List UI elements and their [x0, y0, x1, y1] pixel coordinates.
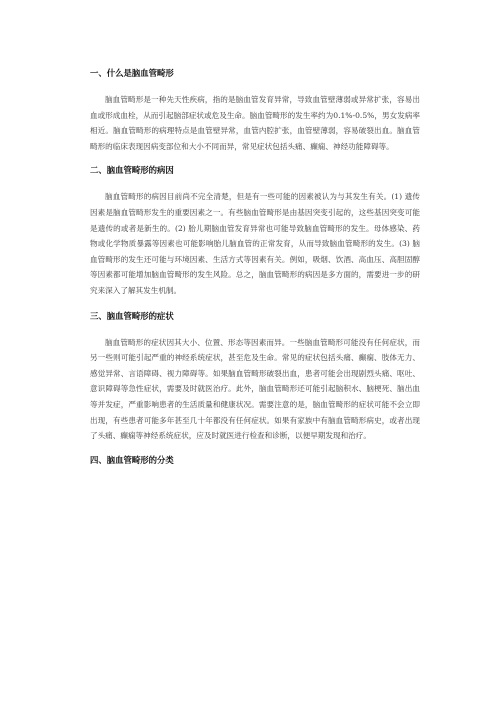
section-body-symptoms: 脑血管畸形的症状因其大小、位置、形态等因素而异。一些脑血管畸形可能没有任何症状，而另一些则可能引起严重的神经系统症状，甚至危及生命。常见的症状包括头痛、癫痫、肢体无力、感觉异常、言语障碍、视力障碍等。如果脑血管畸形破裂出血，患者可能会出现剧烈头痛、呕吐、意识障碍等急性症状，需要及时就医治疗。此外，脑血管畸形还可能引起脑积水、脑梗死、脑出血等并发症，严重影响患者的生活质量和健康状况。需要注意的是，脑血管畸形的症状可能不会立即出现，有些患者可能多年甚至几十年都没有任何症状。如果有家族中有脑血管畸形病史，或者出现了头痛、癫痫等神经系统症状，应及时就医进行检查和诊断，以便早期发现和治疗。 — [90, 337, 420, 441]
section-body-causes: 脑血管畸形的病因目前尚不完全清楚，但是有一些可能的因素被认为与其发生有关。(1) 遗传因素是脑血管畸形发生的重要因素之一。有些脑血管畸形是由基因突变引起的，这些基因突变可能是遗传的或者是新生的。(2) 胎儿期脑血管发育异常也可能导致脑血管畸形的发生。母体感染、药物或化学物质暴露等因素也可能影响胎儿脑血管的正常发育，从而导致脑血管畸形的发生。(3) 脑血管畸形的发生还可能与环境因素、生活方式等因素有关。例如，吸烟、饮酒、高血压、高胆固醇等因素都可能增加脑血管畸形的发生风险。总之，脑血管畸形的病因是多方面的，需要进一步的研究来深入了解其发生机制。 — [90, 192, 420, 295]
section-heading-causes: 二、脑血管畸形的病因 — [90, 165, 174, 176]
section-heading-symptoms: 三、脑血管畸形的症状 — [90, 310, 174, 321]
section-body-definition: 脑血管畸形是一种先天性疾病，指的是脑血管发育异常，导致血管壁薄弱或异常扩张，容易出血或形成血栓，从而引起脑部症状或危及生命。脑血管畸形的发生率约为0.1%-0.5%，男女发病率相近。脑血管畸形的病理特点是血管壁异常，血管内腔扩张，血管壁薄弱，容易破裂出血。脑血管畸形的临床表现因病变部位和大小不同而异，常见症状包括头痛、癫痫、神经功能障碍等。 — [90, 95, 420, 151]
section-heading-classification: 四、脑血管畸形的分类 — [90, 454, 174, 465]
section-heading-definition: 一、什么是脑血管畸形 — [90, 68, 174, 78]
document-content — [90, 67, 420, 466]
